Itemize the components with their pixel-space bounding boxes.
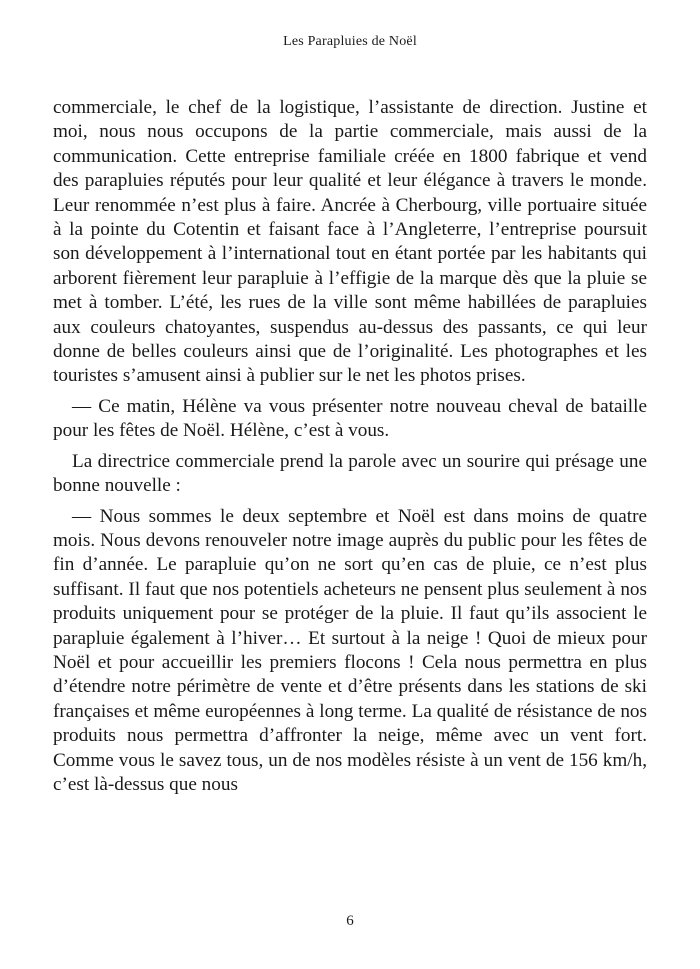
running-title: Les Parapluies de Noël <box>283 34 417 49</box>
body-text <box>53 96 647 797</box>
paragraph-3: La directrice commerciale prend la parole avec un sourire qui présage une bonne nouvelle : <box>53 450 647 497</box>
page-number: 6 <box>346 913 354 929</box>
paragraph-1: commerciale, le chef de la logistique, l’assistante de direction. Justine et moi, nous nous occupons de la partie commerciale, mais aussi de la communication. Cette entreprise familiale créée en 1800 fabrique et vend des parapluies réputés pour leur qualité et leur élégance à travers le monde. Leur renommée n’est plus à faire. Ancrée à Cherbourg, ville portuaire située à la pointe du Cotentin et faisant face à l’Angleterre, l’entreprise poursuit son développement à l’international tout en étant portée par les habitants qui arborent fièrement leur parapluie à l’effigie de la marque dès que la pluie se met à tomber. L’été, les rues de la ville sont même habillées de parapluies aux couleurs chatoyantes, suspendus au-dessus des passants, ce qui leur donne de belles couleurs ainsi que de l’originalité. Les photographes et les touristes s’amusent ainsi à publier sur le net les photos prises. <box>53 97 647 387</box>
paragraph-4: — Nous sommes le deux septembre et Noël est dans moins de quatre mois. Nous devons renouveler notre image auprès du public pour les fêtes de fin d’année. Le parapluie qu’on ne sort qu’en cas de pluie, ce n’est plus suffisant. Il faut que nos potentiels acheteurs ne pensent plus seulement à nos produits uniquement pour se protéger de la pluie. Il faut qu’ils associent le parapluie également à l’hiver… Et surtout à la neige ! Quoi de mieux pour Noël et pour accueillir les premiers flocons ! Cela nous permettra en plus d’étendre notre périmètre de vente et d’être présents dans les stations de ski françaises et même européennes à long terme. La qualité de résistance de nos produits nous permettra d’affronter la neige, même avec un vent fort. Comme vous le savez tous, un de nos modèles résiste à un vent de 156 km/h, c’est là-dessus que nous <box>53 505 647 795</box>
paragraph-2: — Ce matin, Hélène va vous présenter notre nouveau cheval de bataille pour les fêtes de Noël. Hélène, c’est à vous. <box>53 395 647 442</box>
